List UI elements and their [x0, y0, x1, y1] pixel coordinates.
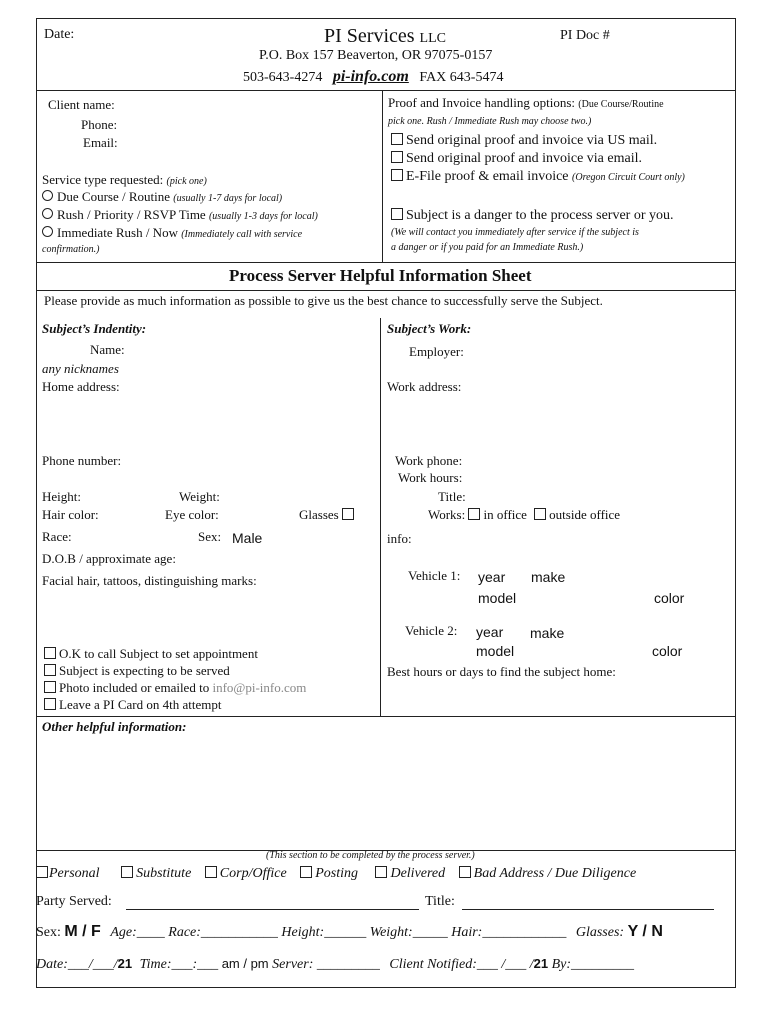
works-field — [428, 507, 620, 523]
height-label: Height: — [42, 489, 81, 504]
option-label: Subject is a danger to the process server or you. — [406, 208, 674, 223]
company-address: P.O. Box 157 Beaverton, OR 97075-0157 — [259, 48, 493, 63]
home-address-label: Home address: — [42, 379, 120, 394]
service-option-rush[interactable] — [42, 207, 318, 223]
sex-value[interactable]: Male — [232, 530, 263, 546]
option-label: Due Course / Routine — [57, 189, 171, 204]
identity-work-divider — [380, 318, 381, 716]
proof-title — [388, 95, 664, 111]
service-types-row — [36, 866, 636, 882]
server-date-row — [36, 956, 634, 973]
glasses-field[interactable] — [299, 507, 357, 523]
height-label: Height:______ — [281, 925, 367, 940]
work-hours-label: Work hours: — [398, 470, 463, 485]
danger-hint-1: (We will contact you immediately after service if the subject is — [391, 227, 639, 238]
glasses-choice[interactable]: Y / N — [627, 923, 663, 940]
sex-label: Sex: — [36, 925, 61, 940]
proof-option-efile[interactable] — [391, 169, 685, 185]
server-note: (This section to be completed by the process server.) — [266, 850, 475, 861]
sheet-intro: Please provide as much information as possible to give us the best chance to successfully serve the Subject. — [44, 293, 603, 308]
hair-label: Hair:____________ — [451, 925, 567, 940]
option-hint: (usually 1-3 days for local) — [208, 211, 318, 222]
works-label: Works: — [428, 507, 466, 522]
checkbox-icon[interactable] — [44, 681, 56, 693]
company-phone: 503-643-4274 — [243, 70, 323, 85]
photo-check[interactable] — [44, 680, 306, 696]
photo-email[interactable]: info@pi-info.com — [212, 680, 307, 695]
option-label: Immediate Rush / Now — [57, 225, 178, 240]
vehicle1-model[interactable]: model — [478, 590, 517, 606]
client-proof-divider — [382, 90, 383, 262]
race-label: Race:___________ — [168, 925, 278, 940]
employer-label: Employer: — [409, 344, 464, 359]
eye-color-label: Eye color: — [165, 507, 219, 522]
service-corp[interactable] — [205, 866, 287, 881]
vehicle1-label: Vehicle 1: — [408, 568, 461, 583]
proof-option-mail[interactable] — [391, 133, 657, 149]
proof-hint: pick one. Rush / Immediate Rush may choose two.) — [388, 116, 592, 127]
work-address-label: Work address: — [387, 379, 462, 394]
by-label: By:_________ — [551, 957, 635, 972]
checkbox-icon[interactable] — [44, 664, 56, 676]
checkbox-icon[interactable] — [300, 866, 312, 878]
vehicle1-year[interactable]: year — [478, 569, 506, 585]
check-label: Subject is expecting to be served — [59, 663, 230, 678]
check-label: Leave a PI Card on 4th attempt — [59, 697, 222, 712]
sex-choice[interactable]: M / F — [64, 923, 101, 940]
vehicle1-make[interactable]: make — [531, 569, 566, 585]
proof-title-hint: (Due Course/Routine — [578, 99, 664, 110]
hair-color-label: Hair color: — [42, 507, 99, 522]
service-posting-label: Posting — [315, 866, 358, 881]
date-label: Date:___/___/ — [36, 957, 118, 972]
service-type-text: Service type requested: — [42, 172, 164, 187]
marks-label: Facial hair, tattoos, distinguishing marks: — [42, 573, 257, 588]
header-divider — [36, 90, 735, 91]
work-heading: Subject’s Work: — [387, 321, 472, 336]
vehicle1-color[interactable]: color — [654, 590, 685, 606]
website-link[interactable]: pi-info.com — [332, 68, 409, 85]
option-label: Rush / Priority / RSVP Time — [57, 207, 206, 222]
checkbox-icon[interactable] — [459, 866, 471, 878]
company-fax: FAX 643-5474 — [419, 70, 504, 85]
checkbox-icon[interactable] — [121, 866, 133, 878]
checkbox-icon[interactable] — [36, 866, 48, 878]
race-label: Race: — [42, 529, 72, 544]
checkbox-icon[interactable] — [391, 169, 403, 181]
service-bad-address[interactable] — [459, 866, 637, 881]
check-label: Photo included or emailed to — [59, 680, 210, 695]
option-hint: (usually 1-7 days for local) — [173, 193, 283, 204]
client-phone-label: Phone: — [81, 117, 118, 132]
radio-icon[interactable] — [42, 226, 53, 237]
checkbox-icon[interactable] — [468, 508, 480, 520]
option-hint-cont: confirmation.) — [42, 244, 100, 255]
title-top-line — [36, 262, 735, 263]
service-bad-address-label: Bad Address / Due Diligence — [473, 866, 637, 881]
pi-doc-label: PI Doc # — [560, 28, 610, 43]
identity-heading: Subject’s Indentity: — [42, 321, 147, 336]
work-phone-label: Work phone: — [395, 453, 463, 468]
service-option-routine[interactable] — [42, 189, 282, 205]
glasses-label: Glasses — [299, 507, 339, 522]
service-substitute[interactable] — [121, 866, 191, 881]
party-served-line[interactable] — [126, 909, 419, 910]
danger-hint-2: a danger or if you paid for an Immediate Rush.) — [391, 242, 584, 253]
company-suffix: LLC — [419, 31, 446, 46]
checkbox-icon[interactable] — [534, 508, 546, 520]
checkbox-icon[interactable] — [375, 866, 387, 878]
option-hint: (Immediately call with service — [181, 229, 303, 240]
option-label: Send original proof and invoice via email. — [406, 151, 642, 166]
vehicle2-make[interactable]: make — [530, 625, 565, 641]
date-label: Date: — [44, 27, 75, 42]
checkbox-icon[interactable] — [391, 208, 403, 220]
ampm-choice[interactable]: am / pm — [221, 956, 269, 971]
service-type-hint: (pick one) — [166, 176, 207, 187]
server-title-line[interactable] — [462, 909, 714, 910]
name-label: Name: — [90, 342, 125, 357]
weight-label: Weight: — [179, 489, 220, 504]
company-title: PI Services — [324, 25, 415, 47]
option-hint: (Oregon Circuit Court only) — [572, 172, 685, 183]
checkbox-icon[interactable] — [342, 508, 354, 520]
radio-icon[interactable] — [42, 190, 53, 201]
other-top-line — [36, 716, 735, 717]
checkbox-icon[interactable] — [205, 866, 217, 878]
service-type-label — [42, 172, 207, 188]
option-label: Send original proof and invoice via US mail. — [406, 133, 658, 148]
proof-title-text: Proof and Invoice handling options: — [388, 95, 576, 110]
service-delivered[interactable] — [375, 866, 445, 881]
checkbox-icon[interactable] — [391, 151, 403, 163]
vehicle2-model[interactable]: model — [476, 643, 515, 659]
pi-card-check[interactable] — [44, 697, 221, 713]
party-served-label: Party Served: — [36, 894, 112, 909]
check-label: O.K to call Subject to set appointment — [59, 646, 258, 661]
checkbox-icon[interactable] — [391, 133, 403, 145]
info-label: info: — [387, 531, 412, 546]
sheet-title: Process Server Helpful Information Sheet — [229, 266, 532, 285]
server-title-label: Title: — [425, 894, 455, 909]
service-corp-label: Corp/Office — [219, 866, 287, 881]
service-substitute-label: Substitute — [136, 866, 192, 881]
danger-option[interactable] — [391, 208, 673, 224]
vehicle2-year[interactable]: year — [476, 624, 504, 640]
server-details-row — [36, 923, 663, 941]
service-personal[interactable] — [36, 866, 100, 881]
server-blank[interactable]: _________ — [316, 957, 380, 972]
service-personal-label: Personal — [49, 866, 100, 881]
sex-label: Sex: — [198, 529, 222, 544]
company-name — [324, 25, 446, 48]
vehicle2-color[interactable]: color — [652, 643, 683, 659]
service-option-immediate[interactable] — [42, 225, 302, 241]
notified-year: 21 — [533, 956, 549, 971]
in-office-label: in office — [483, 507, 527, 522]
service-delivered-label: Delivered — [390, 866, 446, 881]
option-label: E-File proof & email invoice — [406, 169, 569, 184]
radio-icon[interactable] — [42, 208, 53, 219]
proof-option-email[interactable] — [391, 151, 642, 167]
checkbox-icon[interactable] — [44, 698, 56, 710]
nicknames-label: any nicknames — [42, 361, 119, 376]
server-label: Server: — [272, 957, 314, 972]
weight-label: Weight:_____ — [369, 925, 448, 940]
checkbox-icon[interactable] — [44, 647, 56, 659]
dob-label: D.O.B / approximate age: — [42, 551, 176, 566]
ok-to-call-check[interactable] — [44, 646, 258, 662]
vehicle2-label: Vehicle 2: — [405, 623, 458, 638]
notified-label: Client Notified:___ /___ / — [389, 957, 534, 972]
other-info-label: Other helpful information: — [42, 719, 187, 734]
company-contact — [243, 68, 503, 86]
title-label: Title: — [438, 489, 466, 504]
expecting-check[interactable] — [44, 663, 230, 679]
age-label: Age:____ — [110, 925, 165, 940]
best-hours-label: Best hours or days to find the subject home: — [387, 664, 616, 679]
outside-office-label: outside office — [549, 507, 621, 522]
date-year: 21 — [117, 956, 133, 971]
service-posting[interactable] — [300, 866, 358, 881]
client-name-label: Client name: — [48, 97, 115, 112]
glasses-label: Glasses: — [575, 925, 625, 940]
phone-number-label: Phone number: — [42, 453, 122, 468]
title-bottom-line — [36, 290, 735, 291]
client-email-label: Email: — [83, 135, 118, 150]
time-label: Time:___:___ — [139, 957, 219, 972]
